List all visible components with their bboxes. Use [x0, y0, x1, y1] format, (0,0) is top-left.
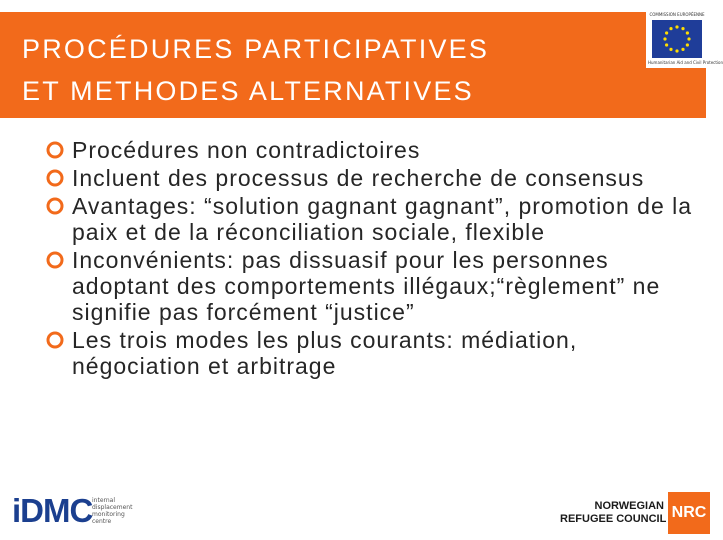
- idmc-sub-line: centre: [92, 518, 112, 525]
- bullet-item: [44, 193, 704, 245]
- bullet-text: Procédures non contradictoires: [72, 137, 421, 163]
- eu-logo-bottom-text: Humanitarian Aid and Civil Protection: [648, 60, 723, 65]
- bullet-item: [44, 247, 704, 325]
- eu-star-icon: [665, 43, 668, 46]
- bullet-item: [44, 327, 704, 379]
- idmc-sub-line: monitoring: [92, 511, 125, 518]
- idmc-sub-line: displacement: [92, 504, 133, 511]
- circle-bullet-icon: [46, 197, 64, 215]
- eu-star-icon: [669, 48, 672, 51]
- eu-logo-top-text: COMMISSION EUROPÉENNE: [649, 12, 705, 17]
- circle-bullet-icon: [46, 251, 64, 269]
- bullet-text: Avantages: “solution gagnant gagnant”, promotion de la paix et de la réconciliation sociale, flexible: [72, 193, 693, 245]
- nrc-logo-text: [560, 500, 667, 526]
- circle-bullet-icon: [46, 141, 64, 159]
- eu-star-icon: [665, 31, 668, 34]
- eu-star-icon: [686, 31, 689, 34]
- eu-star-icon: [681, 27, 684, 30]
- slide-title-line-1: PROCÉDURES PARTICIPATIVES: [22, 34, 490, 64]
- bullet-text: Incluent des processus de recherche de consensus: [72, 165, 645, 191]
- eu-logo: [646, 10, 723, 68]
- eu-star-icon: [663, 37, 666, 40]
- bullet-item: [44, 137, 704, 163]
- bullet-item: [44, 165, 704, 191]
- nrc-line-1: NORWEGIAN: [594, 500, 664, 512]
- eu-star-icon: [687, 37, 690, 40]
- bullet-list: [44, 137, 704, 381]
- circle-bullet-icon: [46, 331, 64, 349]
- slide-title-line-2: ET METHODES ALTERNATIVES: [22, 76, 474, 106]
- nrc-line-2: REFUGEE COUNCIL: [560, 513, 667, 525]
- eu-star-icon: [675, 25, 678, 28]
- idmc-logo-subtitle: [92, 497, 132, 525]
- idmc-logo: iDMC: [12, 492, 93, 529]
- bullet-text: Les trois modes les plus courants: médiation, négociation et arbitrage: [72, 327, 578, 379]
- eu-star-icon: [686, 43, 689, 46]
- bullet-text: Inconvénients: pas dissuasif pour les personnes adoptant des comportements illégaux;“règlement” ne signifie pas forcément “justice”: [72, 247, 661, 325]
- eu-star-icon: [681, 48, 684, 51]
- eu-star-icon: [669, 27, 672, 30]
- nrc-logo-badge: NRC: [668, 492, 710, 534]
- eu-star-icon: [675, 49, 678, 52]
- idmc-sub-line: internal: [92, 497, 116, 504]
- eu-flag-icon: [652, 20, 702, 58]
- circle-bullet-icon: [46, 169, 64, 187]
